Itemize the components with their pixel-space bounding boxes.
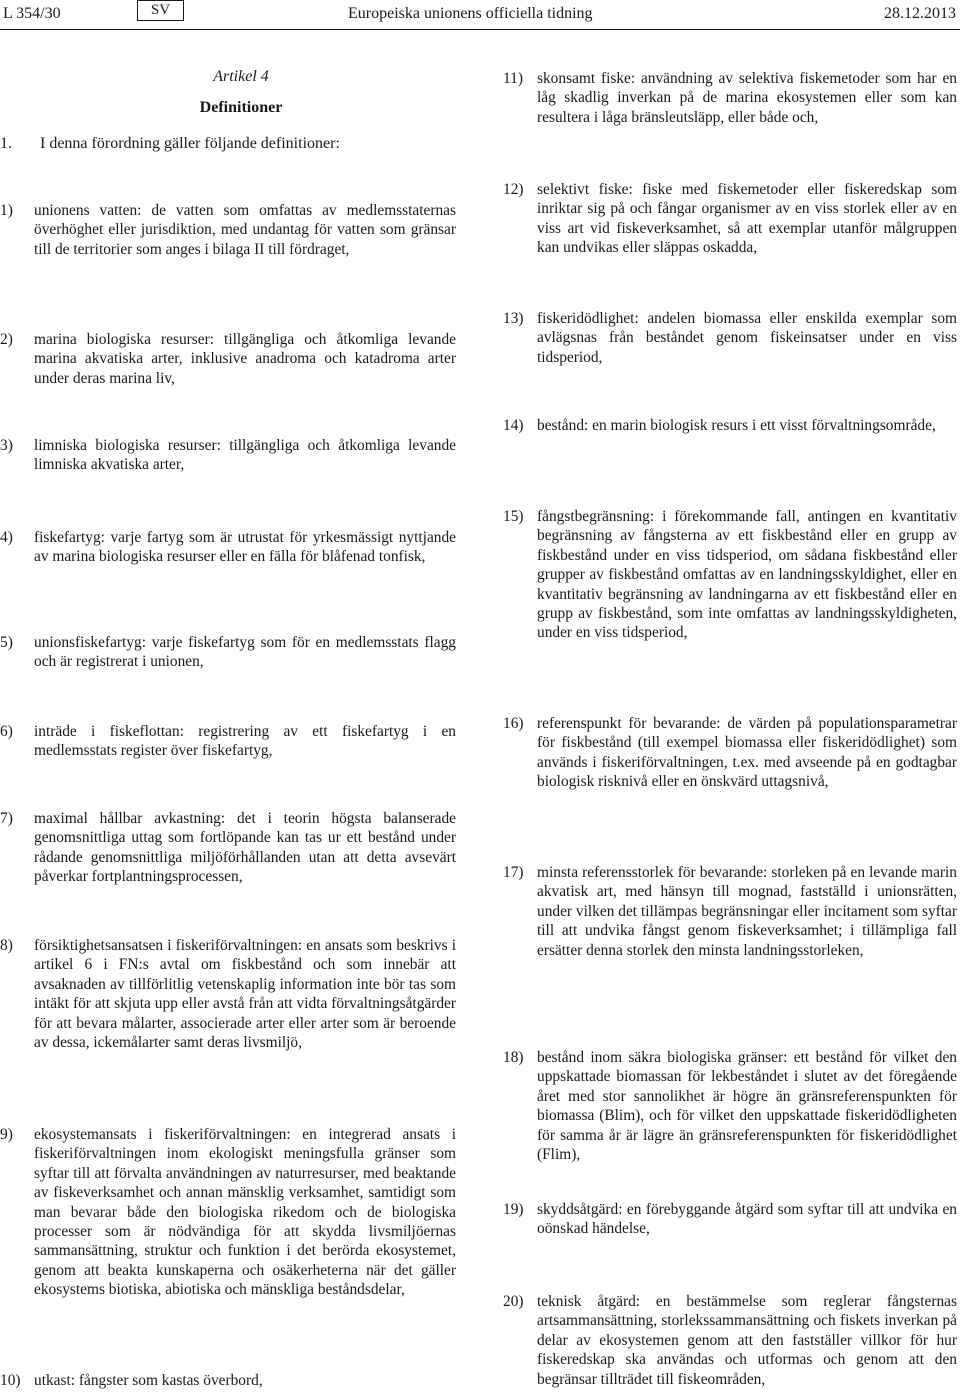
definition-number: 14) <box>503 417 524 434</box>
definition-text: fiskefartyg: varje fartyg som är utrustat för yrkesmässigt nyttjande av marina biologiska resurser eller en fälla för blåfenad tonfisk, <box>34 529 456 566</box>
article-number: Artikel 4 <box>213 68 269 85</box>
definition-item <box>503 416 957 435</box>
intro-text: I denna förordning gäller följande definitioner: <box>40 135 340 152</box>
definition-number: 20) <box>503 1293 524 1310</box>
definition-text: utkast: fångster som kastas överbord, <box>34 1372 263 1389</box>
definition-text: unionsfiskefartyg: varje fiskefartyg som för en medlemsstats flagg och är registrerat i unionen, <box>34 634 456 671</box>
definition-number: 10) <box>0 1372 21 1389</box>
definition-number: 5) <box>0 634 13 651</box>
definition-text: maximal hållbar avkastning: det i teorin högsta balanserade genomsnittliga uttag som fortlöpande kan tas ur ett bestånd under rådande genomsnittliga miljöförhållanden utan att detta avsevärt påverkar fortplantningsprocessen, <box>34 810 456 886</box>
definition-number: 3) <box>0 437 13 454</box>
definition-text: limniska biologiska resurser: tillgängliga och åtkomliga levande limniska akvatiska arter, <box>34 437 456 474</box>
definition-item <box>0 201 456 259</box>
definition-item <box>0 722 456 761</box>
definition-text: minsta referensstorlek för bevarande: storleken på en levande marin akvatisk art, med hänsyn till mognad, fastställd i unionsrätten, under vilken det tillämpas begränsningar eller incitament som syftar till att undvika fångst genom fiskeverksamhet; i tillämpliga fall ersätter denna storlek den minsta landningsstorleken, <box>537 864 957 959</box>
definition-item <box>503 507 957 643</box>
definition-item <box>503 1048 957 1164</box>
definition-item <box>0 528 456 567</box>
definition-item <box>0 436 456 475</box>
definition-text: teknisk åtgärd: en bestämmelse som reglerar fångsternas artsammansättning, storlekssammansättning och fiskets inverkan på delar av ekosystemen genom att den fastställer villkor för hur fiskeredskap ska användas och utformas och genom att den begränsar tillträdet till fiskeområden, <box>537 1293 957 1388</box>
definition-text: bestånd: en marin biologisk resurs i ett visst förvaltningsområde, <box>537 417 936 434</box>
definition-item <box>0 330 456 388</box>
definition-item <box>503 1292 957 1389</box>
definition-item <box>503 1200 957 1239</box>
definition-item <box>503 863 957 960</box>
definition-number: 7) <box>0 810 13 827</box>
article-intro <box>0 134 460 153</box>
definition-text: referenspunkt för bevarande: de värden på populationsparametrar för fiskbestånd (till exempel biomassa eller fiskeridödlighet) som används i fiskeriförvaltningen, t.ex. med avseende på en godtagbar biologisk risknivå eller en önskvärd uttagsnivå, <box>537 715 957 791</box>
definition-number: 8) <box>0 937 13 954</box>
definition-text: skonsamt fiske: användning av selektiva fiskemetoder som har en låg skadlig inverkan på de marina ekosystemen eller som kan resultera i låga bränsleutsläpp, eller både och, <box>537 70 957 126</box>
definition-item <box>503 180 957 258</box>
definition-text: skyddsåtgärd: en förebyggande åtgärd som syftar till att undvika en oönskad händelse, <box>537 1201 957 1238</box>
definition-number: 11) <box>503 70 523 87</box>
definition-item <box>0 809 456 887</box>
definition-number: 6) <box>0 723 13 740</box>
definition-text: ekosystemansats i fiskeriförvaltningen: en integrerad ansats i fiskeriförvaltningen inom ekologiskt meningsfulla gränser som syftar till att förvalta användningen av naturresurser, med beaktande av fiskeverksamhet och annan mänsklig verksamhet, samtidigt som man bevarar både den biologiska rikedom och de biologiska processer som är nödvändiga för att skydda livsmiljöernas sammansättning, struktur och funktion i det berörda ekosystemet, genom att beakta kunskaperna och osäkerheterna när det gäller ekosystems biotiska, abiotiska och mänskliga beståndsdelar, <box>34 1126 456 1299</box>
definition-number: 15) <box>503 508 524 525</box>
definition-text: fångstbegränsning: i förekommande fall, antingen en kvantitativ begränsning av fångsterna av ett fiskbestånd eller en grupp av fiskbestånd under en viss tidsperiod, om sådana fiskbestånd eller grupper av fiskbestånd omfattas av en landningsskyldighet, eller en kvantitativ begränsning av landningarna av ett fiskbestånd eller en grupp av fiskbestånd, som inte omfattas av landningsskyldigheten, under en viss tidsperiod, <box>537 508 957 642</box>
definition-text: inträde i fiskeflottan: registrering av ett fiskefartyg i en medlemsstats register över fiskefartyg, <box>34 723 456 760</box>
definition-number: 18) <box>503 1049 524 1066</box>
article-title: Definitioner <box>199 99 283 116</box>
definition-number: 13) <box>503 310 524 327</box>
definition-number: 17) <box>503 864 524 881</box>
definition-text: bestånd inom säkra biologiska gränser: ett bestånd för vilket den uppskattade biomassan för lekbeståndet i slutet av det föregående året med stor sannolikhet är högre än gränsreferenspunkten för biomassa (Blim), och för vilket den uppskattade fiskeridödligheten för samma år är lägre än gränsreferenspunkten för fiskeridödlighet (Flim), <box>537 1049 957 1164</box>
definition-number: 2) <box>0 331 13 348</box>
intro-number: 1. <box>0 135 12 152</box>
definition-text: selektivt fiske: fiske med fiskemetoder eller fiskeredskap som inriktar sig på och fångar organismer av en viss storlek eller av en viss art vid fiskeverksamhet, så att exemplar utanför målgruppen kan undvikas eller släppas oskadda, <box>537 181 957 257</box>
definition-item <box>503 714 957 792</box>
journal-title: Europeiska unionens officiella tidning <box>348 5 593 22</box>
header-rule <box>0 29 960 30</box>
definition-item <box>503 69 957 127</box>
publication-date: 28.12.2013 <box>884 5 956 22</box>
definition-number: 19) <box>503 1201 524 1218</box>
definition-text: unionens vatten: de vatten som omfattas av medlemsstaternas överhöghet eller jurisdiktion, med undantag för vatten som gränsar till de territorier som anges i bilaga II till fördraget, <box>34 202 456 258</box>
definition-text: fiskeridödlighet: andelen biomassa eller enskilda exemplar som avlägsnas från beståndet genom fiskeinsatser under en viss tidsperiod, <box>537 310 957 366</box>
definition-item <box>503 309 957 367</box>
page-reference: L 354/30 <box>3 5 61 22</box>
definition-item <box>0 1125 456 1300</box>
definition-number: 4) <box>0 529 13 546</box>
definition-item <box>0 1371 456 1390</box>
language-badge: SV <box>137 0 184 21</box>
definition-number: 9) <box>0 1126 13 1143</box>
definition-number: 16) <box>503 715 524 732</box>
definition-item <box>0 633 456 672</box>
definition-text: försiktighetsansatsen i fiskeriförvaltningen: en ansats som beskrivs i artikel 6 i FN:s avtal om fiskbestånd och som innebär att avsaknaden av tillförlitlig vetenskaplig information inte bör tas som intäkt för att skjuta upp eller avstå från att vidta förvaltningsåtgärder för att bevara målarter, associerade arter eller arter som är beroende av dessa, ickemålarter samt deras livsmiljö, <box>34 937 456 1052</box>
definition-item <box>0 936 456 1052</box>
page-header <box>0 0 960 28</box>
definition-number: 12) <box>503 181 524 198</box>
definition-text: marina biologiska resurser: tillgängliga och åtkomliga levande marina akvatiska arter, inklusive anadroma och katadroma arter under deras marina liv, <box>34 331 456 387</box>
definition-number: 1) <box>0 202 13 219</box>
